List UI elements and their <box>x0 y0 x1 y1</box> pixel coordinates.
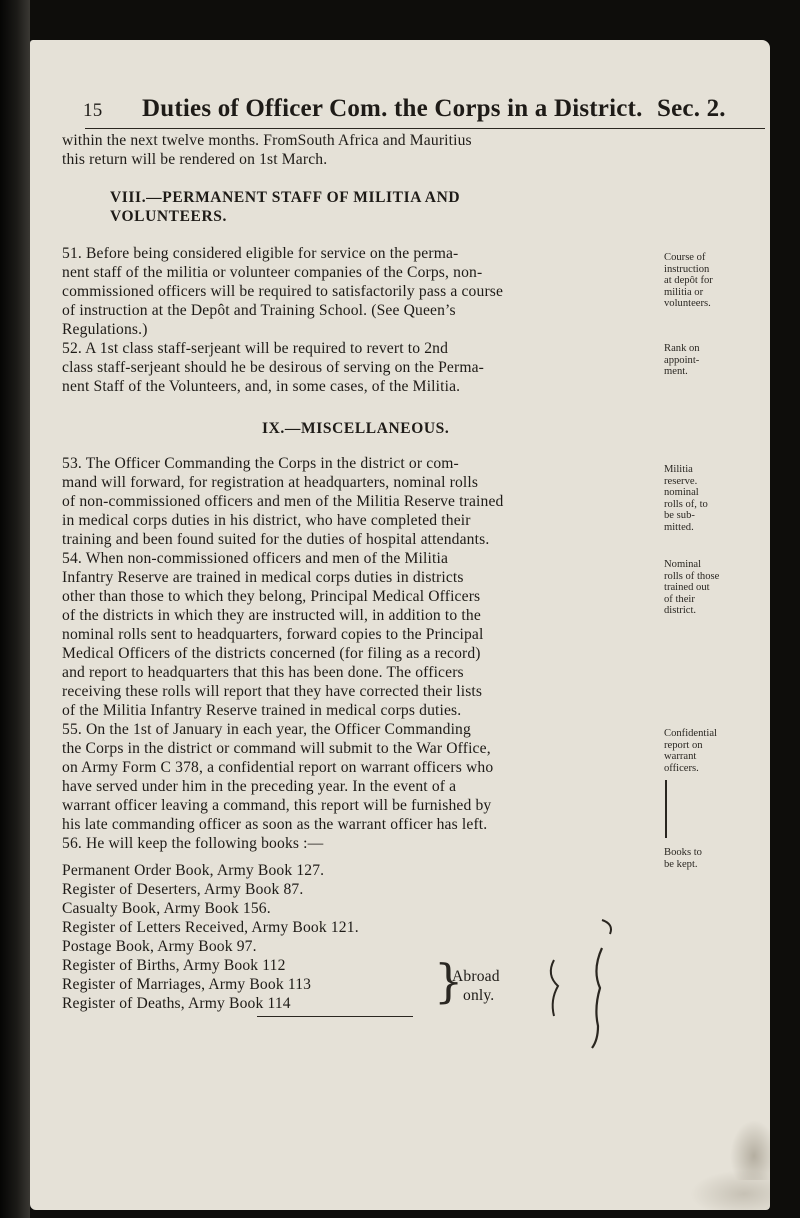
paragraph-52: 52. A 1st class staff-serjeant will be required to revert to 2nd <box>62 340 449 357</box>
section-heading-viii: VIII.—PERMANENT STAFF OF MILITIA AND <box>110 189 461 206</box>
body-line: his late commanding officer as soon as the warrant officer has left. <box>62 816 488 833</box>
body-line: nominal rolls sent to headquarters, forward copies to the Principal <box>62 626 484 643</box>
book-list-item: Permanent Order Book, Army Book 127. <box>62 862 325 879</box>
paragraph-51: 51. Before being considered eligible for service on the perma- <box>62 245 459 262</box>
body-line: nent staff of the militia or volunteer companies of the Corps, non- <box>62 264 483 281</box>
margin-note-books-to-be-kept: Books to be kept. <box>664 847 702 870</box>
paragraph-53: 53. The Officer Commanding the Corps in the district or com- <box>62 455 459 472</box>
book-list-item: Casualty Book, Army Book 156. <box>62 900 271 917</box>
body-line: on Army Form C 378, a confidential report on warrant officers who <box>62 759 494 776</box>
section-heading-ix: IX.—MISCELLANEOUS. <box>262 420 450 437</box>
running-head-section: Sec. 2. <box>657 95 726 122</box>
body-line: of the districts in which they are instructed will, in addition to the <box>62 607 481 624</box>
body-line: class staff-serjeant should he be desirous of serving on the Perma- <box>62 359 485 376</box>
body-line: have served under him in the preceding year. In the event of a <box>62 778 457 795</box>
margin-note-militia-reserve: Militia reserve. nominal rolls of, to be sub- mitted. <box>664 464 708 533</box>
book-list-item: Register of Deaths, Army Book 114 <box>62 995 291 1012</box>
margin-note-confidential-report: Confidential report on warrant officers. <box>664 728 717 774</box>
paragraph-56: 56. He will keep the following books :— <box>62 835 324 852</box>
brace-symbol: } <box>434 954 464 1008</box>
body-line: in medical corps duties in his district, who have completed their <box>62 512 471 529</box>
paragraph-55: 55. On the 1st of January in each year, the Officer Commanding <box>62 721 471 738</box>
header-rule <box>85 128 765 129</box>
body-line: Medical Officers of the districts concerned (for filing as a record) <box>62 645 481 662</box>
body-line: warrant officer leaving a command, this report will be furnished by <box>62 797 492 814</box>
bottom-rule <box>257 1016 413 1017</box>
page-number: 15 <box>83 100 103 121</box>
pencil-brace-marks <box>540 900 630 1050</box>
body-line: receiving these rolls will report that they have corrected their lists <box>62 683 483 700</box>
abroad-only-note: Abroad only. <box>452 968 500 1004</box>
book-spine-shadow <box>0 0 30 1218</box>
body-line: training and been found suited for the duties of hospital attendants. <box>62 531 490 548</box>
body-line: mand will forward, for registration at headquarters, nominal rolls <box>62 474 479 491</box>
body-line: commissioned officers will be required to satisfactorily pass a course <box>62 283 504 300</box>
book-list-item: Register of Deserters, Army Book 87. <box>62 881 304 898</box>
body-line: of non-commissioned officers and men of the Militia Reserve trained <box>62 493 504 510</box>
body-line: Regulations.) <box>62 321 148 338</box>
body-line: other than those to which they belong, Principal Medical Officers <box>62 588 481 605</box>
book-list-item: Register of Births, Army Book 112 <box>62 957 286 974</box>
margin-note-rank-on-appointment: Rank on appoint- ment. <box>664 343 700 377</box>
margin-note-course-of-instruction: Course of instruction at depôt for militia or volunteers. <box>664 252 713 309</box>
book-list-item: Postage Book, Army Book 97. <box>62 938 257 955</box>
section-heading-viii-cont: VOLUNTEERS. <box>110 208 227 225</box>
running-head-title: Duties of Officer Com. the Corps in a District. <box>142 95 643 122</box>
body-line: Infantry Reserve are trained in medical corps duties in districts <box>62 569 464 586</box>
book-list-item: Register of Marriages, Army Book 113 <box>62 976 312 993</box>
margin-note-nominal-rolls: Nominal rolls of those trained out of their district. <box>664 559 720 616</box>
body-line: and report to headquarters that this has been done. The officers <box>62 664 464 681</box>
body-line: within the next twelve months. FromSouth Africa and Mauritius <box>62 132 472 149</box>
body-line: this return will be rendered on 1st March. <box>62 151 328 168</box>
body-line: the Corps in the district or command will submit to the War Office, <box>62 740 491 757</box>
body-line: nent Staff of the Volunteers, and, in some cases, of the Militia. <box>62 378 461 395</box>
book-list-item: Register of Letters Received, Army Book 121. <box>62 919 359 936</box>
body-line: of instruction at the Depôt and Training School. (See Queen’s <box>62 302 456 319</box>
page-stain <box>690 1170 770 1210</box>
paragraph-54: 54. When non-commissioned officers and men of the Militia <box>62 550 449 567</box>
book-page <box>30 40 770 1210</box>
margin-pencil-mark <box>665 780 667 838</box>
body-line: of the Militia Infantry Reserve trained in medical corps duties. <box>62 702 462 719</box>
